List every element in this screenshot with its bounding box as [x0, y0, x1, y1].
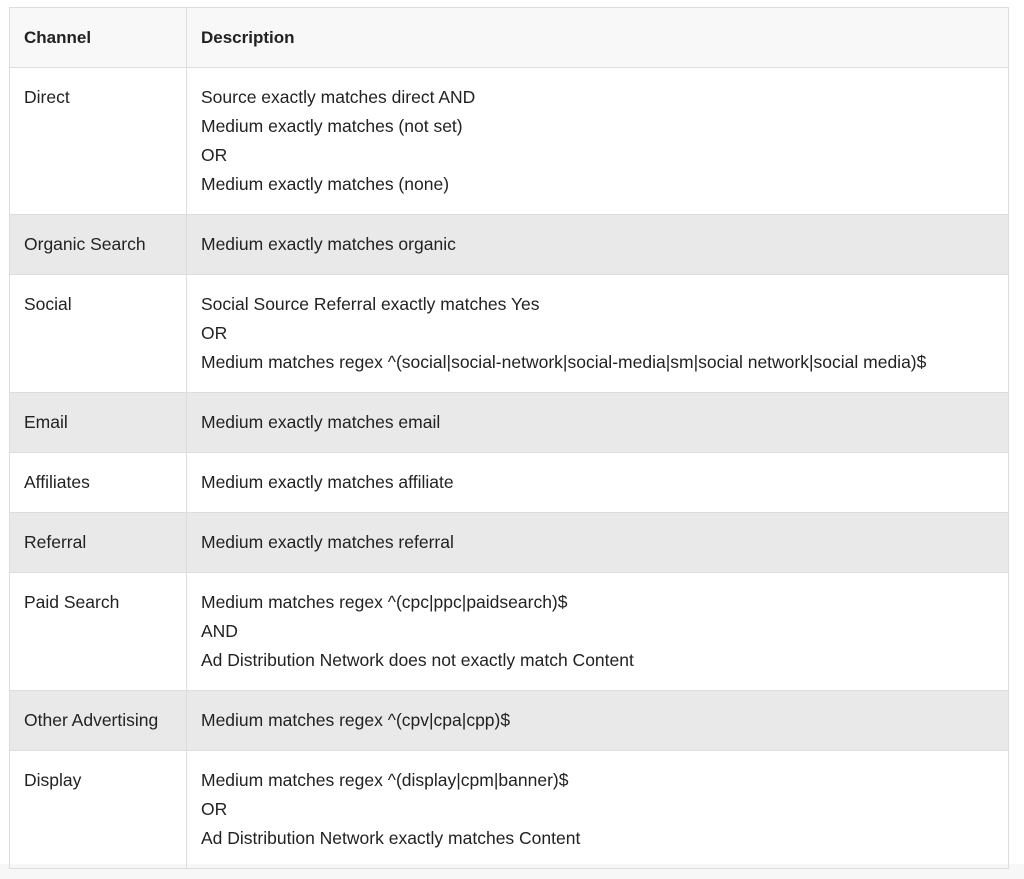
- table-row: [10, 573, 1009, 691]
- description-column-header: [187, 8, 1009, 68]
- description-cell: [187, 393, 1009, 453]
- channel-cell: [10, 68, 187, 215]
- channel-cell: [10, 573, 187, 691]
- channel-name: Paid Search: [24, 592, 120, 612]
- description-line: Social Source Referral exactly matches Yes: [201, 294, 540, 314]
- channel-name: Other Advertising: [24, 710, 159, 730]
- channel-cell: [10, 275, 187, 393]
- description-line: Medium exactly matches (not set): [201, 116, 463, 136]
- header-row: [10, 8, 1009, 68]
- channel-name: Display: [24, 770, 82, 790]
- channel-cell: [10, 215, 187, 275]
- channel-name: Referral: [24, 532, 87, 552]
- description-line: Medium matches regex ^(social|social-network|social-media|sm|social network|social media)$: [201, 352, 927, 372]
- table-body: [10, 68, 1009, 869]
- table-row: [10, 68, 1009, 215]
- description-line: Medium exactly matches organic: [201, 234, 456, 254]
- description-line: Medium exactly matches affiliate: [201, 472, 454, 492]
- channel-cell: [10, 751, 187, 869]
- channel-cell: [10, 691, 187, 751]
- table-row: [10, 453, 1009, 513]
- description-cell: [187, 215, 1009, 275]
- channel-cell: [10, 453, 187, 513]
- description-header-label: Description: [201, 27, 295, 47]
- description-cell: [187, 275, 1009, 393]
- description-line: OR: [201, 799, 228, 819]
- channel-column-header: [10, 8, 187, 68]
- channel-cell: [10, 513, 187, 573]
- description-cell: [187, 453, 1009, 513]
- description-line: Medium exactly matches referral: [201, 532, 454, 552]
- description-line: Medium matches regex ^(display|cpm|banner)$: [201, 770, 569, 790]
- table-row: [10, 751, 1009, 869]
- table-row: [10, 215, 1009, 275]
- channel-name: Social: [24, 294, 72, 314]
- description-line: Ad Distribution Network does not exactly match Content: [201, 650, 634, 670]
- table-row: [10, 393, 1009, 453]
- description-line: OR: [201, 145, 228, 165]
- channel-name: Affiliates: [24, 472, 90, 492]
- description-line: Ad Distribution Network exactly matches Content: [201, 828, 581, 848]
- description-line: Medium exactly matches email: [201, 412, 441, 432]
- table-header: [10, 8, 1009, 68]
- description-cell: [187, 691, 1009, 751]
- channel-definitions-table: [9, 7, 1009, 869]
- channel-header-label: Channel: [24, 27, 92, 47]
- table-row: [10, 513, 1009, 573]
- channel-name: Direct: [24, 87, 70, 107]
- description-line: Medium matches regex ^(cpv|cpa|cpp)$: [201, 710, 511, 730]
- table-row: [10, 691, 1009, 751]
- description-cell: [187, 68, 1009, 215]
- table-row: [10, 275, 1009, 393]
- description-line: AND: [201, 621, 238, 641]
- channel-cell: [10, 393, 187, 453]
- description-cell: [187, 513, 1009, 573]
- description-line: OR: [201, 323, 228, 343]
- channel-name: Organic Search: [24, 234, 146, 254]
- description-line: Medium exactly matches (none): [201, 174, 450, 194]
- description-line: Medium matches regex ^(cpc|ppc|paidsearch)$: [201, 592, 568, 612]
- description-cell: [187, 751, 1009, 869]
- description-line: Source exactly matches direct AND: [201, 87, 476, 107]
- channel-name: Email: [24, 412, 68, 432]
- description-cell: [187, 573, 1009, 691]
